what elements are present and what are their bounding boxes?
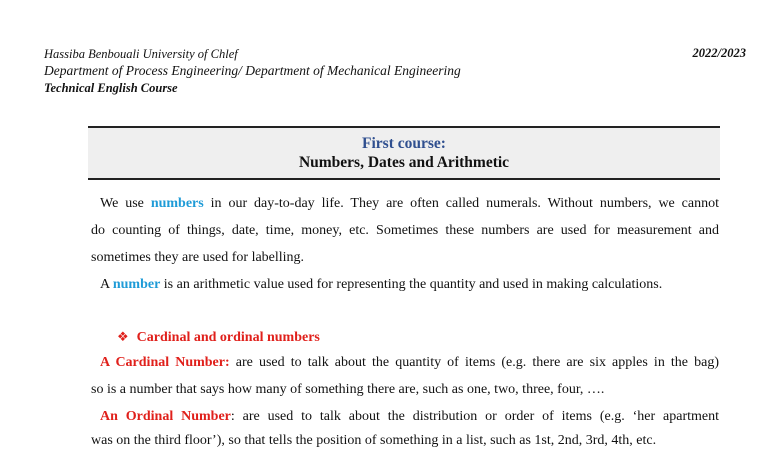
definition-line: A number is an arithmetic value used for representing the quantity and used in making calculations. [100,277,663,292]
academic-year: 2022/2023 [692,46,746,60]
term-cardinal: A Cardinal Number: [100,355,230,370]
course-title: Numbers, Dates and Arithmetic [298,154,510,171]
section-heading: ❖ Cardinal and ordinal numbers [117,329,320,345]
keyword-numbers: numbers [150,196,204,211]
cardinal-definition: A Cardinal Number: are used to talk about the quantity of items (e.g. there are six apples in the bag) [100,355,719,370]
course-title-box [88,126,720,180]
department-name: Department of Process Engineering/ Department of Mechanical Engineering [44,63,461,78]
term-ordinal: An Ordinal Number [100,409,231,424]
diamond-bullet-icon: ❖ [117,329,129,344]
paragraph-line: so is a number that says how many of something there are, such as one, two, three, four, …. [91,382,605,397]
paragraph-line: was on the third floor’), so that tells the position of something in a list, such as 1st, 2nd, 3rd, 4th, etc. [91,433,657,448]
course-label: First course: [362,135,446,152]
ordinal-definition: An Ordinal Number: are used to talk about the distribution or order of items (e.g. ‘her apartment [100,409,719,424]
course-name: Technical English Course [44,81,178,95]
paragraph-line: do counting of things, date, time, money, etc. Sometimes these numbers are used for measurement and [91,223,719,238]
university-name: Hassiba Benbouali University of Chlef [44,47,238,61]
paragraph-line: We use numbers in our day-to-day life. They are often called numerals. Without numbers, we cannot [100,196,720,211]
paragraph-line: sometimes they are used for labelling. [91,250,305,265]
keyword-number: number [112,277,161,292]
